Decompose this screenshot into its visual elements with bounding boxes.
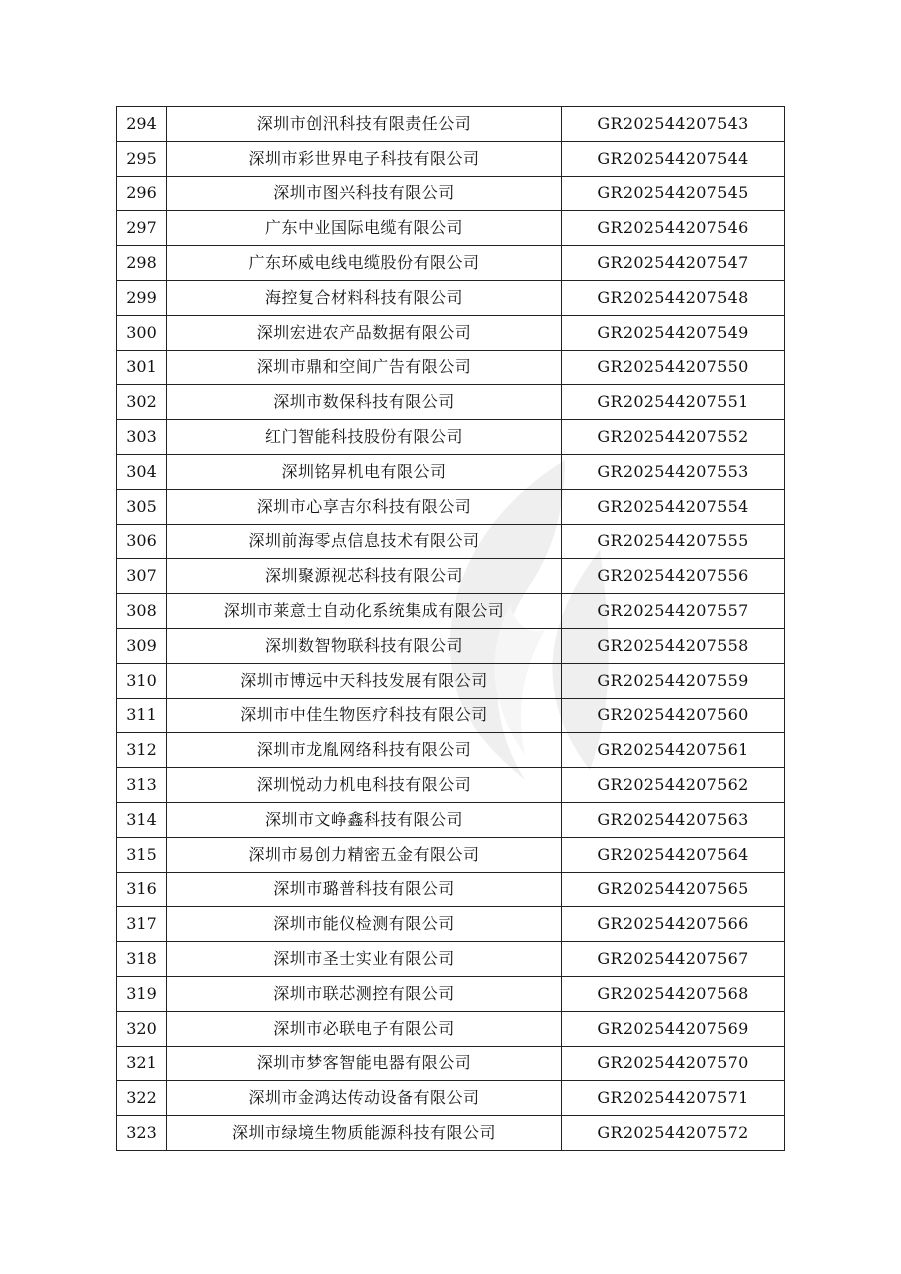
certificate-code: GR202544207563 (562, 802, 785, 837)
certificate-code: GR202544207555 (562, 524, 785, 559)
table-row (117, 454, 785, 489)
company-name: 深圳前海零点信息技术有限公司 (167, 524, 562, 559)
table-row (117, 107, 785, 142)
certificate-code: GR202544207569 (562, 1011, 785, 1046)
row-number: 315 (117, 837, 167, 872)
row-number: 323 (117, 1116, 167, 1151)
row-number: 303 (117, 420, 167, 455)
company-name: 广东中业国际电缆有限公司 (167, 211, 562, 246)
row-number: 298 (117, 246, 167, 281)
row-number: 307 (117, 559, 167, 594)
row-number: 318 (117, 942, 167, 977)
certificate-code: GR202544207561 (562, 733, 785, 768)
table-row (117, 733, 785, 768)
company-name: 深圳市莱意士自动化系统集成有限公司 (167, 594, 562, 629)
table-row (117, 1116, 785, 1151)
row-number: 295 (117, 141, 167, 176)
certificate-code: GR202544207551 (562, 385, 785, 420)
row-number: 317 (117, 907, 167, 942)
certificate-code: GR202544207556 (562, 559, 785, 594)
certificate-code: GR202544207547 (562, 246, 785, 281)
table-row (117, 837, 785, 872)
row-number: 302 (117, 385, 167, 420)
certificate-code: GR202544207553 (562, 454, 785, 489)
certificate-code: GR202544207567 (562, 942, 785, 977)
certificate-code: GR202544207557 (562, 594, 785, 629)
row-number: 301 (117, 350, 167, 385)
table-row (117, 628, 785, 663)
certificate-code: GR202544207572 (562, 1116, 785, 1151)
company-name: 深圳宏进农产品数据有限公司 (167, 315, 562, 350)
row-number: 321 (117, 1046, 167, 1081)
table-row (117, 768, 785, 803)
table-row (117, 420, 785, 455)
table-row (117, 385, 785, 420)
company-name: 深圳市彩世界电子科技有限公司 (167, 141, 562, 176)
company-name: 深圳悦动力机电科技有限公司 (167, 768, 562, 803)
table-row (117, 315, 785, 350)
row-number: 299 (117, 280, 167, 315)
company-name: 深圳市文峥鑫科技有限公司 (167, 802, 562, 837)
row-number: 312 (117, 733, 167, 768)
certificate-code: GR202544207544 (562, 141, 785, 176)
table-row (117, 1081, 785, 1116)
company-name: 深圳市中佳生物医疗科技有限公司 (167, 698, 562, 733)
company-name: 深圳市博远中天科技发展有限公司 (167, 663, 562, 698)
certificate-code: GR202544207546 (562, 211, 785, 246)
table-row (117, 559, 785, 594)
company-name: 深圳市圣士实业有限公司 (167, 942, 562, 977)
company-name: 深圳市鼎和空间广告有限公司 (167, 350, 562, 385)
company-name: 深圳市璐普科技有限公司 (167, 872, 562, 907)
row-number: 297 (117, 211, 167, 246)
table-row (117, 141, 785, 176)
table-row (117, 663, 785, 698)
certificate-code: GR202544207548 (562, 280, 785, 315)
table-row (117, 280, 785, 315)
row-number: 322 (117, 1081, 167, 1116)
table-row (117, 594, 785, 629)
row-number: 314 (117, 802, 167, 837)
certificate-code: GR202544207562 (562, 768, 785, 803)
table-row (117, 802, 785, 837)
company-name: 深圳铭昇机电有限公司 (167, 454, 562, 489)
company-name: 深圳市龙胤网络科技有限公司 (167, 733, 562, 768)
table-row (117, 350, 785, 385)
certificate-code: GR202544207566 (562, 907, 785, 942)
table-row (117, 1046, 785, 1081)
row-number: 313 (117, 768, 167, 803)
company-name: 深圳市心享吉尔科技有限公司 (167, 489, 562, 524)
certificate-code: GR202544207559 (562, 663, 785, 698)
company-name: 深圳市必联电子有限公司 (167, 1011, 562, 1046)
certificate-code: GR202544207554 (562, 489, 785, 524)
company-name: 深圳市图兴科技有限公司 (167, 176, 562, 211)
table-row (117, 698, 785, 733)
row-number: 319 (117, 976, 167, 1011)
company-name: 广东环威电线电缆股份有限公司 (167, 246, 562, 281)
certificate-code: GR202544207570 (562, 1046, 785, 1081)
table-row (117, 1011, 785, 1046)
row-number: 296 (117, 176, 167, 211)
certificate-code: GR202544207565 (562, 872, 785, 907)
row-number: 304 (117, 454, 167, 489)
table-row (117, 524, 785, 559)
row-number: 294 (117, 107, 167, 142)
company-name: 深圳数智物联科技有限公司 (167, 628, 562, 663)
certificate-code: GR202544207560 (562, 698, 785, 733)
certificate-code: GR202544207549 (562, 315, 785, 350)
certificate-code: GR202544207568 (562, 976, 785, 1011)
table-row (117, 489, 785, 524)
row-number: 316 (117, 872, 167, 907)
table-row (117, 211, 785, 246)
row-number: 310 (117, 663, 167, 698)
row-number: 309 (117, 628, 167, 663)
company-list-table (116, 106, 785, 1151)
company-name: 深圳市金鸿达传动设备有限公司 (167, 1081, 562, 1116)
table-row (117, 176, 785, 211)
certificate-code: GR202544207571 (562, 1081, 785, 1116)
row-number: 311 (117, 698, 167, 733)
company-name: 深圳市绿境生物质能源科技有限公司 (167, 1116, 562, 1151)
company-name: 红门智能科技股份有限公司 (167, 420, 562, 455)
company-name: 深圳市梦客智能电器有限公司 (167, 1046, 562, 1081)
company-name: 海控复合材料科技有限公司 (167, 280, 562, 315)
certificate-code: GR202544207558 (562, 628, 785, 663)
certificate-code: GR202544207550 (562, 350, 785, 385)
row-number: 300 (117, 315, 167, 350)
table-body (117, 107, 785, 1151)
certificate-code: GR202544207552 (562, 420, 785, 455)
table-row (117, 976, 785, 1011)
certificate-code: GR202544207545 (562, 176, 785, 211)
company-name: 深圳市数保科技有限公司 (167, 385, 562, 420)
row-number: 306 (117, 524, 167, 559)
certificate-code: GR202544207543 (562, 107, 785, 142)
company-name: 深圳市联芯测控有限公司 (167, 976, 562, 1011)
row-number: 305 (117, 489, 167, 524)
company-name: 深圳聚源视芯科技有限公司 (167, 559, 562, 594)
row-number: 308 (117, 594, 167, 629)
table-row (117, 872, 785, 907)
company-name: 深圳市易创力精密五金有限公司 (167, 837, 562, 872)
table-row (117, 907, 785, 942)
certificate-code: GR202544207564 (562, 837, 785, 872)
row-number: 320 (117, 1011, 167, 1046)
company-name: 深圳市创汛科技有限责任公司 (167, 107, 562, 142)
company-name: 深圳市能仪检测有限公司 (167, 907, 562, 942)
table-row (117, 246, 785, 281)
table-row (117, 942, 785, 977)
